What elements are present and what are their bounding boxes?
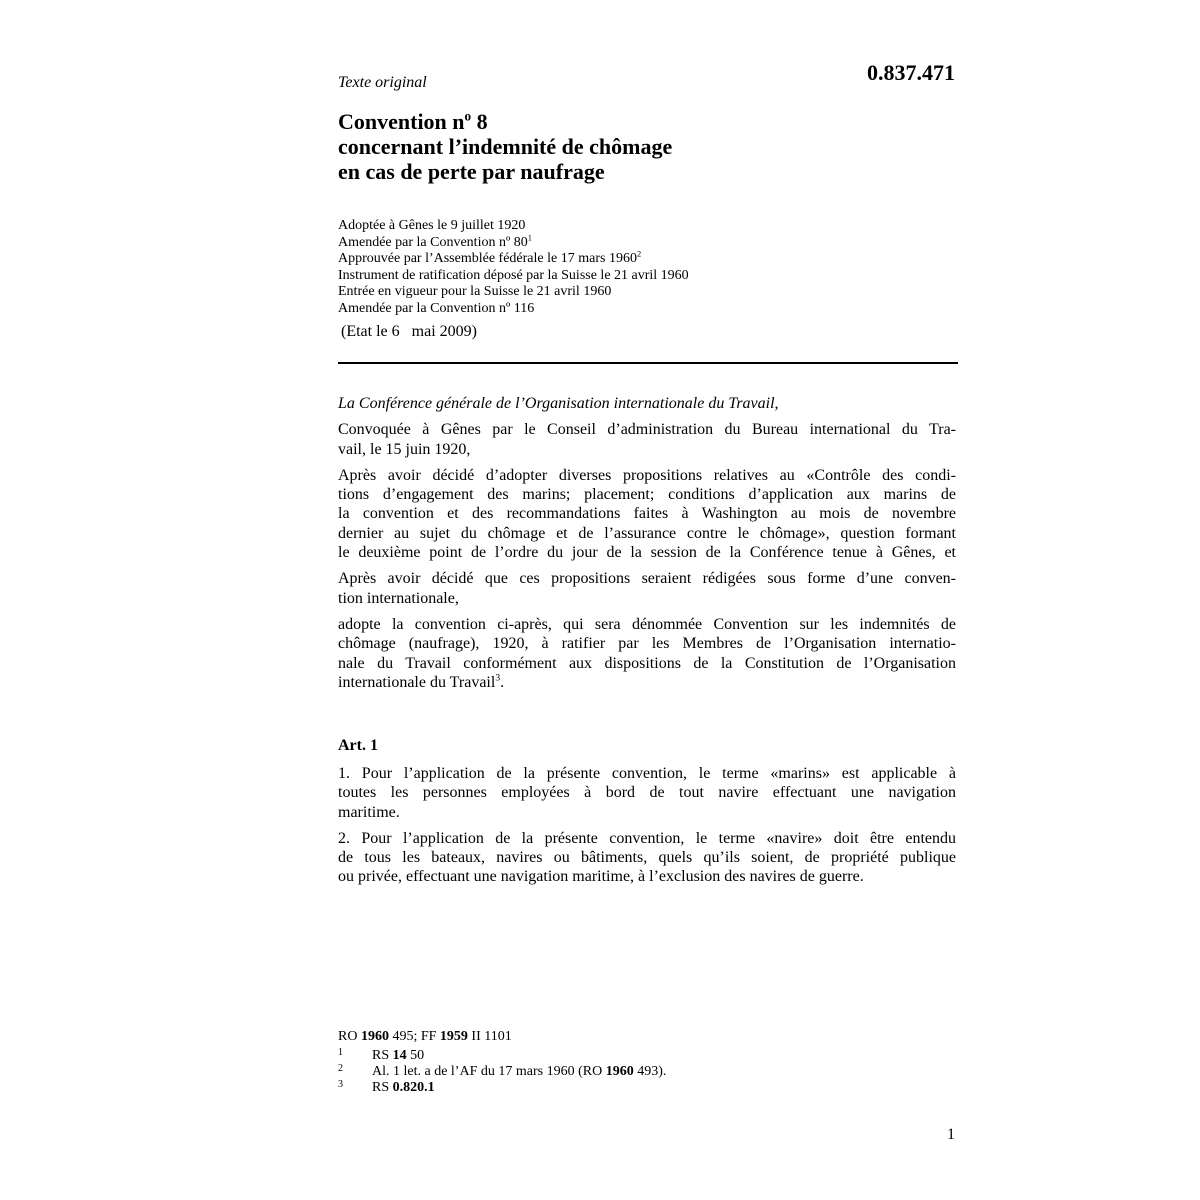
footnote-ref-1[interactable]: 1 xyxy=(527,232,532,242)
adoption-metadata xyxy=(338,218,689,317)
title-line-3: en cas de perte par naufrage xyxy=(338,159,605,184)
meta-amended-80: Amendée par la Convention nº $80^1$ xyxy=(338,232,532,250)
preamble-intro: La Conférence générale de l’Organisation internationale du Travail, xyxy=(338,395,779,412)
title-line-1: Convention $n^o$ 8 xyxy=(338,108,488,134)
document-title xyxy=(338,109,672,184)
sr-number: 0.837.471 xyxy=(867,60,955,85)
title-superscript: o xyxy=(464,108,472,124)
meta-approved: Approuvée par l’Assemblée fédérale le 17 mars 1960$^2$ xyxy=(338,249,642,266)
footnote-ref-2[interactable]: 2 xyxy=(636,249,642,259)
header-divider xyxy=(338,362,958,364)
title-line-2: concernant l’indemnité de chômage xyxy=(338,134,673,159)
preamble-paragraph-2: Après avoir décidé d’adopter diverses propositions relatives au «Contrôle des condi- tions d’engagement des marins; placement; conditions d’application aux marins de la convention et des recommandations faites à Washington au mois de novembre dernier au sujet du chômage et de l’assurance contre le chômage», question formant le deuxième point de l’ordre du jour de la session de la Conférence tenue à Gênes, et xyxy=(338,466,956,562)
footnote-ref-3[interactable]: 3 xyxy=(495,672,501,684)
original-text-label: Texte original xyxy=(338,74,427,91)
article-1-body xyxy=(338,764,956,894)
page-number: 1 xyxy=(947,1126,955,1143)
status-date: (Etat le 6 mai 2009) xyxy=(341,323,477,340)
footnote-2: 2 Al. 1 let. a de l’AF du 17 mars 1960 (RO 1960 493). xyxy=(338,1063,667,1079)
article-1-heading: Art. 1 xyxy=(338,737,378,754)
preamble-paragraph-3: Après avoir décidé que ces propositions seraient rédigées sous forme d’une conven- tion internationale, xyxy=(338,570,956,607)
footnote-1: 1 RS 14 50 xyxy=(338,1047,425,1063)
preamble-paragraph-1: Convoquée à Gênes par le Conseil d’administration du Bureau international du Tra- vail, le 15 juin 1920, xyxy=(338,421,956,458)
preamble xyxy=(338,394,956,699)
preamble-paragraph-4: adopte la convention ci-après, qui sera dénommée Convention sur les indemnités de chômage (naufrage), 1920, à ratifier par les Membres de l’Organisation internatio- nale du Travail conformément aux dispositions de la Constitution de l’Organisation internationale du Travail$^3$. xyxy=(338,615,956,691)
footnotes xyxy=(338,1048,666,1096)
meta-adopted: Adoptée à Gênes le 9 juillet 1920 xyxy=(338,218,526,233)
article-1-paragraph-2: 2. Pour l’application de la présente convention, le terme «navire» doit être entendu de tous les bateaux, navires ou bâtiments, quels qu’ils soient, de propriété publique ou privée, effectuant une navigation maritime, à l’exclusion des navires de guerre. xyxy=(338,829,956,886)
footnote-3: 3 RS 0.820.1 xyxy=(338,1079,435,1095)
article-1-paragraph-1: 1. Pour l’application de la présente convention, le terme «marins» est applicable à toutes les personnes employées à bord de tout navire effectuant une navigation maritime. xyxy=(338,765,956,821)
source-reference: RO 1960 495; FF 1959 II 1101 xyxy=(338,1029,512,1044)
meta-amended-116: Amendée par la Convention nº 116 xyxy=(338,300,535,316)
meta-entry: Entrée en vigueur pour la Suisse le 21 avril 1960 xyxy=(338,284,612,299)
meta-ratification: Instrument de ratification déposé par la Suisse le 21 avril 1960 xyxy=(338,267,689,283)
